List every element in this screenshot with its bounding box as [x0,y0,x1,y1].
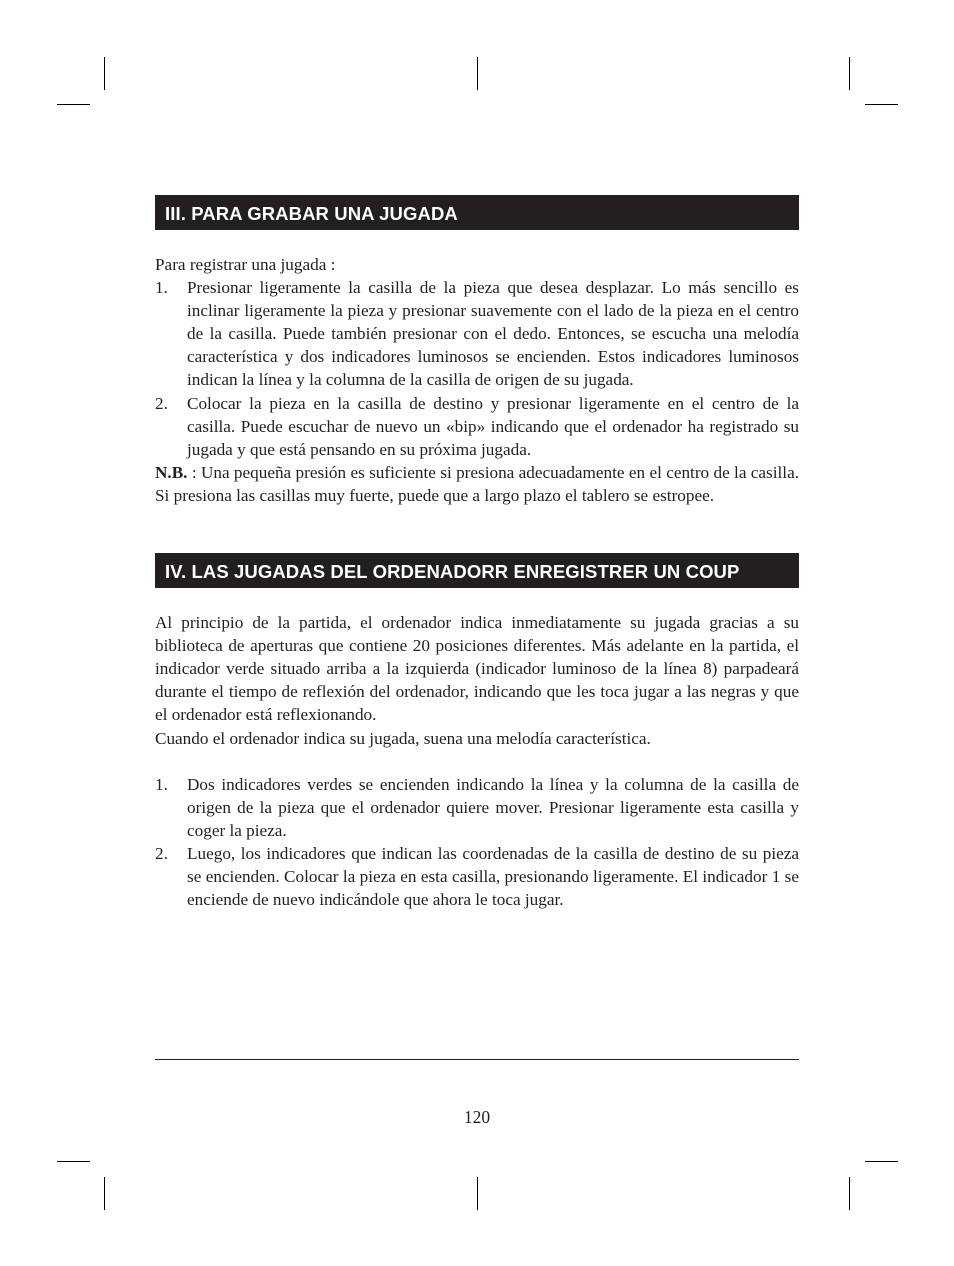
body-paragraph: Cuando el ordenador indica su jugada, suena una melodía característica. [155,728,651,748]
section-heading: IV. LAS JUGADAS DEL ORDENADORR ENREGISTRER UN COUP [155,553,799,588]
list-number: 2. [155,843,168,863]
list-item [155,276,799,391]
note-text: : Una pequeña presión es suficiente si presiona adecuadamente en el centro de la casilla. Si presiona las casillas muy fuerte, puede que a largo plazo el tablero se estropee. [155,462,799,505]
section-record-move [155,195,799,507]
crop-mark [849,1177,850,1210]
note-label: N.B. [155,462,188,482]
list-text: Presionar ligeramente la casilla de la pieza que desea desplazar. Lo más sencillo es inclinar ligeramente la pieza y presionar suavemente con el lado de la pieza en el centro de la casilla. Puede también presionar con el dedo. Entonces, se escucha una melodía característica y dos indicadores luminosos se encienden. Estos indicadores luminosos indican la línea y la columna de la casilla de origen de su jugada. [187,278,799,390]
section-heading: III. PARA GRABAR UNA JUGADA [155,195,799,230]
crop-mark [477,57,478,90]
note-paragraph [155,461,799,507]
crop-mark [57,1161,90,1162]
body-paragraph: Al principio de la partida, el ordenador indica inmediatamente su jugada gracias a su biblioteca de aperturas que contiene 20 posiciones diferentes. Más adelante en la partida, el indicador verde situado arriba a la izquierda (indicador luminoso de la línea 8) parpadeará durante el tiempo de reflexión del ordenador, indicando que les toca jugar a las negras y que el ordenador está reflexionando. [155,613,799,725]
page-content [155,195,799,911]
section-computer-moves [155,553,799,911]
list-text: Dos indicadores verdes se encienden indicando la línea y la columna de la casilla de origen de la pieza que el ordenador quiere mover. Presionar ligeramente esta casilla y coger la pieza. [187,774,799,840]
list-number: 1. [155,278,168,298]
crop-mark [865,104,898,105]
intro-text: Para registrar una jugada : [155,255,336,274]
crop-mark [865,1161,898,1162]
list-number: 2. [155,393,168,413]
crop-mark [849,57,850,90]
list-number: 1. [155,774,168,794]
list-item [155,773,799,842]
crop-mark [104,1177,105,1210]
footer-rule [155,1059,799,1060]
list-item [155,392,799,461]
list-text: Luego, los indicadores que indican las coordenadas de la casilla de destino de su pieza se encienden. Colocar la pieza en esta casilla, presionando ligeramente. El indicador 1 se enciende de nuevo indicándole que ahora le toca jugar. [187,843,799,910]
crop-mark [104,57,105,90]
list-text: Colocar la pieza en la casilla de destino y presionar ligeramente en el centro de la casilla. Puede escuchar de nuevo un «bip» indicando que el ordenador ha registrado su jugada y que está pensando en su próxima jugada. [187,393,799,459]
crop-mark [477,1177,478,1210]
list-item [155,842,799,911]
crop-mark [57,104,90,105]
page-number: 120 [463,1107,491,1127]
